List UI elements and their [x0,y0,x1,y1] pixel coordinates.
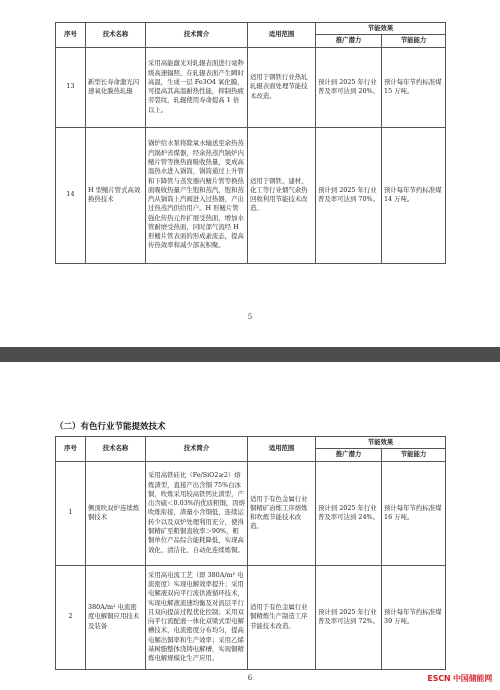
row-name: 380A/m² 电流密度电解铜应用技术及装备 [86,565,146,669]
table-row [56,461,446,565]
header-intro: 技术简介 [146,23,248,48]
row-no: 1 [56,461,86,565]
tech-table-page6 [55,436,446,670]
header-no: 序号 [56,437,86,462]
header-capacity: 节能能力 [382,35,446,47]
row-intro: 采用高能激光对轧辊表面进行毫秒级高速辐照，在轧辊表面产生瞬时高温，生成一层 Fe3O4 氧化膜，可提高其高温耐热性能，抑制热疲劳裂纹，轧辊使用寿命提高 1 倍以上。 [146,47,248,127]
header-scope: 适用范围 [248,437,316,462]
row-name: H 型鳍片管式高效换热技术 [86,127,146,263]
row-intro: 采用高铁硅比（Fe/SiO2≥2）熔炼渣型，直接产出含铜 75%白冰铜，吹炼采用较高铁钙比渣型，产出含硫＜0.03%的优质粗铜，因熔吹炼衔接，渣量小含铜低，连续运转少以及双炉处理利用充分，使得铜精矿至粗铜直收率＞90%，粗铜单位产品综合能耗降低，实现高效化、清洁化、自动化连续炼铜。 [146,461,248,565]
row-potential: 预计到 2025 年行业普及率可达到 24%。 [316,461,382,565]
row-potential: 预计到 2025 年行业普及率可达到 20%。 [316,47,382,127]
table-row [56,127,446,263]
row-capacity: 预计每年节约标准煤 14 万吨。 [382,127,446,263]
header-effect: 节能效果 [316,23,446,35]
row-capacity: 预计每年节约标准煤 16 万吨。 [382,461,446,565]
header-name: 技术名称 [86,23,146,48]
header-potential: 推广潜力 [316,35,382,47]
table-row [56,565,446,669]
header-scope: 适用范围 [248,23,316,48]
row-intro: 采用高电流工艺（即 380A/m² 电流密度）实现电解效率提升；采用电解液双向平行流供液循环技术，实现电解液流速均衡及对流层平行且双向提前过程优化控制；采用双向平行流配液一体化双梁式型电解槽技术，电流密度分布均匀，提高电解出铜率和生产效率；采用乙烯基树脂整体浇铸电解槽，实现铜精炼电解规模化生产应用。 [146,565,248,669]
row-scope: 适用于有色金属行业铜精矿冶炼工序熔炼和吹炼节能技术改造。 [248,461,316,565]
watermark-cn: 中国储能网 [453,674,492,683]
header-potential: 推广潜力 [316,449,382,461]
row-no: 13 [56,47,86,127]
header-intro: 技术简介 [146,437,248,462]
row-scope: 适用于钢铁行业热轧轧辊表面处理节能技术改造。 [248,47,316,127]
row-capacity: 预计每年节约标准煤 15 万吨。 [382,47,446,127]
watermark-brand: ESCN [427,674,451,683]
header-name: 技术名称 [86,437,146,462]
row-name: 新型长寿命激光闪速氧化膜热轧辊 [86,47,146,127]
row-name: 侧顶吹双炉连续炼铜技术 [86,461,146,565]
row-intro: 锅炉给水泵将除氧水输送至余热蒸汽锅炉省煤器，经余热蒸汽锅炉内鳍片管等换热面吸收热量，变成高温热水进入锅筒，锅筒通过上升管和下降管与蒸发器内鳍片管等换热面吸收热量产生饱和蒸汽，饱和蒸汽从锅筒上汽阀进入过热器，产出过热蒸汽供给用户。H 形鳍片管强化传热元件扩展受热面，增加水管耐磨受热面，同时部气流经 H 形鳍片管表面的形成紊流态，提高传热效率和减少部灰积聚。 [146,127,248,263]
row-no: 2 [56,565,86,669]
page-number: 6 [247,674,253,682]
site-watermark-logo [427,673,492,684]
section-title: （二）有色行业节能提效技术 [55,422,166,432]
document-page-6 [0,362,500,690]
header-effect: 节能效果 [316,437,446,449]
header-no: 序号 [56,23,86,48]
header-capacity: 节能能力 [382,449,446,461]
tech-table-page5 [55,22,446,264]
row-potential: 预计到 2025 年行业普及率可达到 72%。 [316,565,382,669]
row-no: 14 [56,127,86,263]
row-scope: 适用于有色金属行业铜精炼生产制造工序节能技术改造。 [248,565,316,669]
page-separator [0,347,500,362]
table-row [56,47,446,127]
row-potential: 预计到 2025 年行业普及率可达到 70%。 [316,127,382,263]
row-scope: 适用于钢铁、建材、化工等行业烟气余热回收利用节能技术改造。 [248,127,316,263]
page-number: 5 [247,313,253,321]
row-capacity: 预计每年节约标准煤 39 万吨。 [382,565,446,669]
